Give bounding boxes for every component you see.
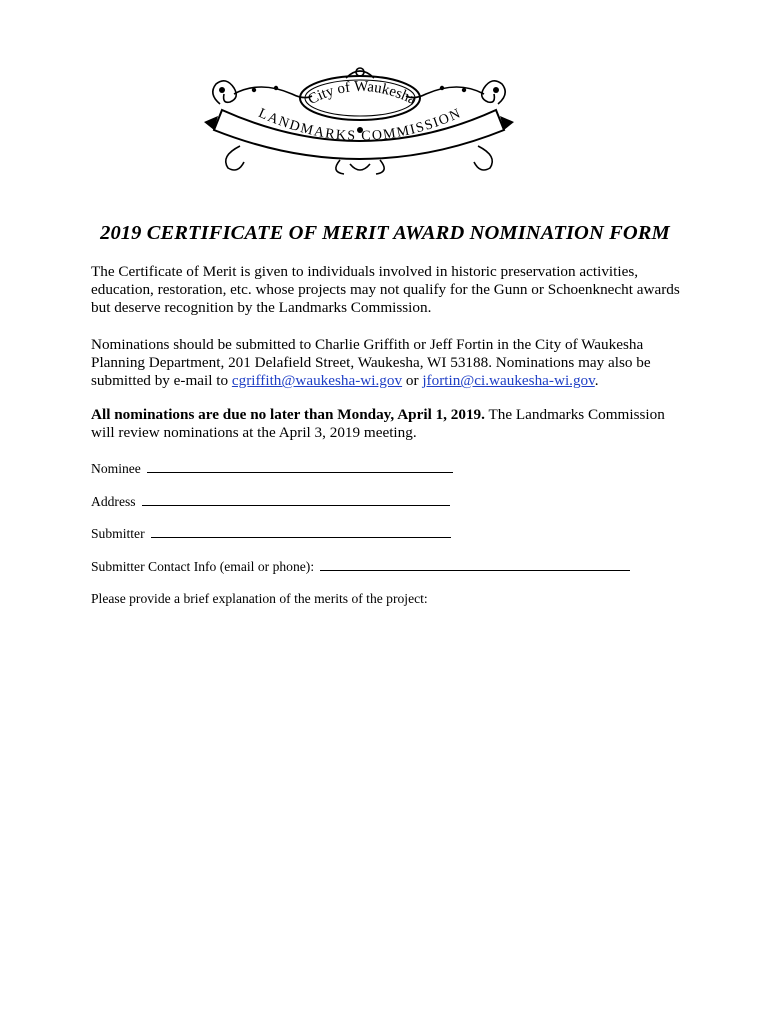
- deadline-paragraph: All nominations are due no later than Monday, April 1, 2019. The Landmarks Commission will review nominations at the April 3, 2019 meeting.: [91, 406, 665, 441]
- submission-paragraph: Nominations should be submitted to Charlie Griffith or Jeff Fortin in the City of Waukesha Planning Department, 201 Delafield Street, Waukesha, WI 53188. Nominations may also be submitted by e-mail to cgriffith@waukesha-wi.gov or jfortin@ci.waukesha-wi.gov.: [91, 336, 651, 389]
- contact-field: [91, 558, 630, 575]
- contact-label: Submitter Contact Info (email or phone):: [91, 559, 315, 574]
- address-field: [91, 493, 450, 510]
- intro-paragraph: The Certificate of Merit is given to individuals involved in historic preservation activities, education, restoration, etc. whose projects may not qualify for the Gunn or Schoenknecht awards but deserve recognition by the Landmarks Commission.: [91, 263, 680, 316]
- submitter-label: Submitter: [91, 526, 145, 541]
- address-label: Address: [91, 494, 136, 509]
- explanation-field: [91, 591, 428, 607]
- submitter-input-line[interactable]: [151, 525, 451, 538]
- explanation-label: Please provide a brief explanation of the merits of the project:: [91, 591, 428, 606]
- nominee-input-line[interactable]: [147, 460, 453, 473]
- nominee-label: Nominee: [91, 461, 141, 476]
- deadline-bold-text: All nominations are due no later than Monday, April 1, 2019.: [91, 406, 485, 423]
- landmarks-commission-logo: [200, 64, 518, 178]
- contact-input-line[interactable]: [320, 558, 630, 571]
- logo-top-text: City of Waukesha: [305, 78, 419, 109]
- submitter-field: [91, 525, 451, 542]
- form-title: 2019 CERTIFICATE OF MERIT AWARD NOMINATION FORM: [100, 222, 670, 244]
- email-link-griffith[interactable]: cgriffith@waukesha-wi.gov: [231, 372, 403, 389]
- nominee-field: [91, 460, 453, 477]
- address-input-line[interactable]: [142, 493, 450, 506]
- logo-banner-text: LANDMARKS COMMISSION: [256, 106, 464, 145]
- email-link-fortin[interactable]: jfortin@ci.waukesha-wi.gov: [422, 372, 595, 389]
